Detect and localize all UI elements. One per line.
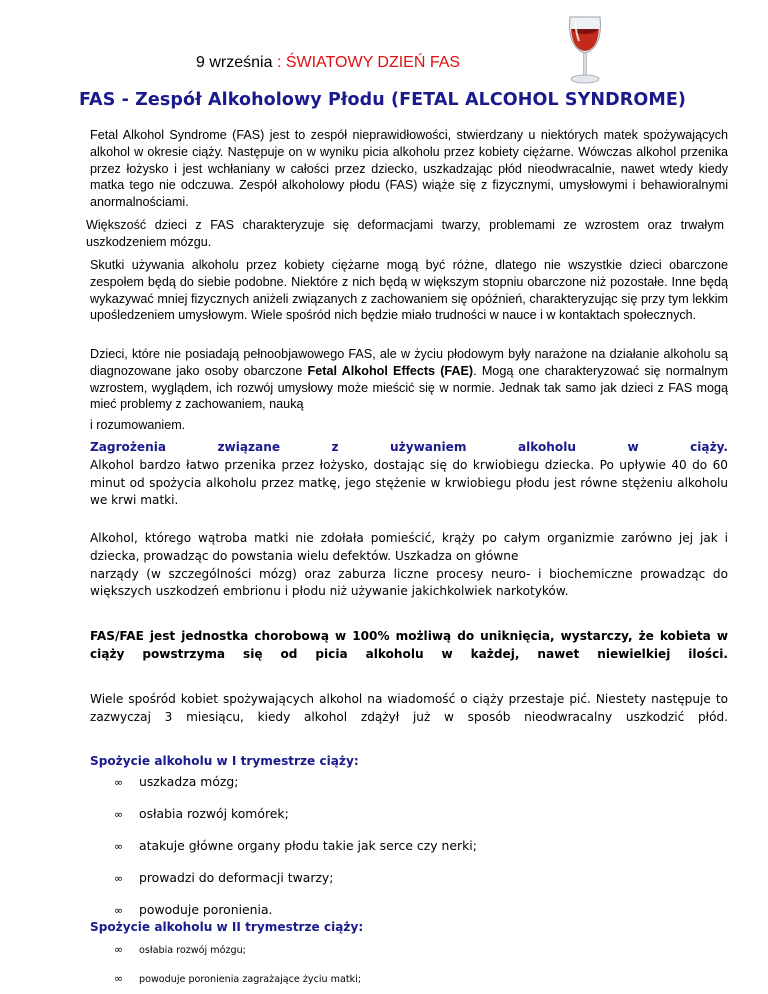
wine-glass-icon bbox=[563, 13, 607, 87]
bullet-icon: ∞ bbox=[114, 840, 124, 853]
header-date: 9 września bbox=[196, 54, 273, 71]
intro-paragraph-2: Większość dzieci z FAS charakteryzuje się deformacjami twarzy, problemami ze wzrostem oraz trwałym uszkodzeniem mózgu. bbox=[86, 218, 724, 249]
threats-paragraph-2b: narządy (w szczególności mózg) oraz zaburza liczne procesy neuro- i biochemiczne prowadząc do większych uszkodzeń embrionu i płodu niż używanie jakichkolwiek narkotyków. bbox=[90, 566, 728, 599]
header-date-line bbox=[196, 54, 460, 72]
list-item: ∞ atakuje główne organy płodu takie jak serce czy nerki; bbox=[114, 838, 477, 853]
list-item: ∞ uszkadza mózg; bbox=[114, 774, 239, 789]
header-separator: : bbox=[272, 54, 286, 71]
page-title: FAS - Zespół Alkoholowy Płodu (FETAL ALCOHOL SYNDROME) bbox=[79, 90, 686, 110]
bullet-icon: ∞ bbox=[114, 808, 124, 821]
threats-paragraph-2 bbox=[90, 530, 728, 601]
list-item: ∞ powoduje poronienia. bbox=[114, 902, 273, 917]
list-item: ∞ powoduje poronienia zagrażające życiu matki; bbox=[114, 972, 362, 985]
bullet-icon: ∞ bbox=[114, 872, 124, 885]
trimester-2-heading: Spożycie alkoholu w II trymestrze ciąży: bbox=[90, 920, 364, 934]
bullet-icon: ∞ bbox=[114, 904, 124, 917]
trimester-1-heading: Spożycie alkoholu w I trymestrze ciąży: bbox=[90, 754, 359, 768]
threats-paragraph-2a: Alkohol, którego wątroba matki nie zdołała pomieścić, krąży po całym organizmie zarówno jej jak i dziecka, prowadząc do powstania wielu defektów. Uszkadza on główne bbox=[90, 531, 728, 563]
bullet-icon: ∞ bbox=[114, 972, 124, 985]
list-item: ∞ osłabia rozwój komórek; bbox=[114, 806, 289, 821]
intro-paragraph-4 bbox=[90, 346, 728, 413]
intro-paragraph-1: Fetal Alkohol Syndrome (FAS) jest to zespół nieprawidłowości, stwierdzany u niektórych matek spożywających alkohol w okresie ciąży. Następuje on w wyniku picia alkoholu przez kobiety ciężarne. Wówczas alkohol przenika przez łożysko i jest wchłaniany w całości przez dziecko, uszkadzając płód nieodwracalnie, nawet wtedy kiedy matka tego nie odczuwa. Zespół alkoholowy płodu (FAS) wiąże się z fizycznymi, umysłowymi i behawioralnymi anormalnościami. bbox=[90, 128, 728, 210]
threats-heading: Zagrożenia związane z używaniem alkoholu w ciąży. bbox=[90, 440, 728, 454]
fae-text-before: Dzieci, które nie posiadają pełnoobjawowego FAS, ale w życiu płodowym były narażone na działanie alkoholu są diagnozowane jako osoby obarczone bbox=[90, 347, 728, 378]
bold-statement: FAS/FAE jest jednostka chorobową w 100% możliwą do uniknięcia, wystarczy, że kobieta w ciąży powstrzyma się od picia alkoholu w każdej, nawet niewielkiej ilości. bbox=[90, 629, 728, 661]
intro-paragraph-3: Skutki używania alkoholu przez kobiety ciężarne mogą być różne, dlatego nie wszystkie dzieci obarczone zespołem będą do siebie podobne. Niektóre z nich będą w większym stopniu obarczone niż pozostałe. Inne będą wykazywać mniej fizycznych aniżeli związanych z zachowaniem się opóźnień, charakteryzując się przy tym lekkim upośledzeniem umysłowym. Wiele spośród nich będzie miało trudności w nauce i w kontaktach społecznych. bbox=[90, 258, 728, 323]
intro-paragraph-5: i rozumowaniem. bbox=[90, 418, 186, 432]
list-item: ∞ osłabia rozwój mózgu; bbox=[114, 943, 246, 956]
fae-term: Fetal Alkohol Effects (FAE) bbox=[307, 363, 474, 378]
fae-text-after: . Mogą one charakteryzować się normalnym wzrostem, wyglądem, ich rozwój umysłowy może mieścić się w normie. Jednak tak samo jak dzieci z FAS mogą mieć problemy z zachowaniem, nauką bbox=[90, 363, 728, 412]
threats-paragraph-3: Wiele spośród kobiet spożywających alkohol na wiadomość o ciąży przestaje pić. Niestety następuje to zazwyczaj 3 miesiącu, kiedy alkohol zdążył już w sposób nieodwracalny uszkodzić płód. bbox=[90, 692, 728, 724]
threats-paragraph-1: Alkohol bardzo łatwo przenika przez łożysko, dostając się do krwiobiegu dziecka. Po upływie 40 do 60 minut od spożycia alkoholu przez matkę, jego stężenie w krwiobiegu płodu jest równe stężeniu alkoholu we krwi matki. bbox=[90, 457, 728, 508]
bullet-icon: ∞ bbox=[114, 943, 124, 956]
list-item: ∞ prowadzi do deformacji twarzy; bbox=[114, 870, 334, 885]
header-day-name: ŚWIATOWY DZIEŃ FAS bbox=[285, 54, 461, 71]
threats-section bbox=[90, 439, 728, 510]
bullet-icon: ∞ bbox=[114, 776, 124, 789]
